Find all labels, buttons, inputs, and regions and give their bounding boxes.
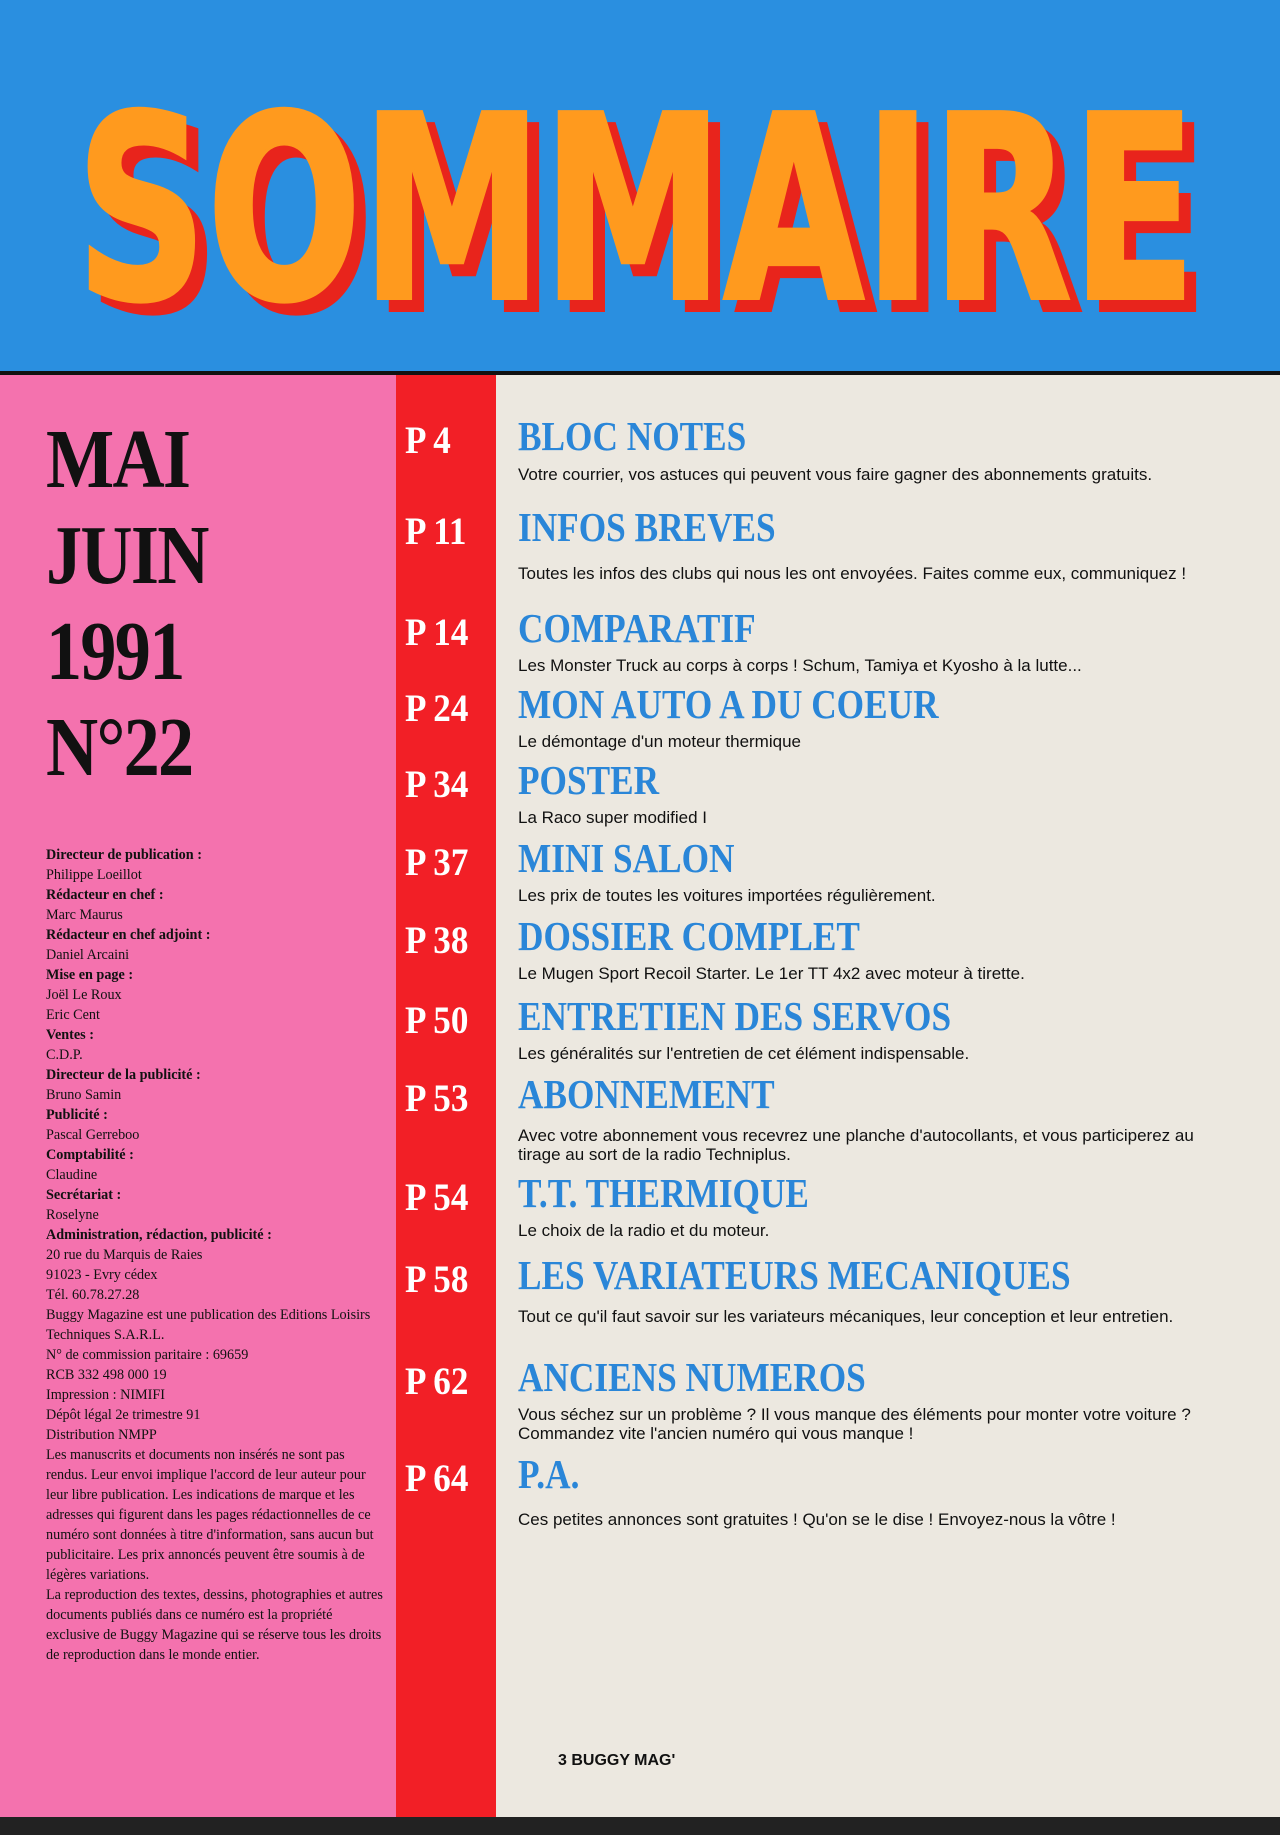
toc-description: Le démontage d'un moteur thermique (518, 732, 801, 751)
credit-value: Daniel Arcaini (46, 947, 130, 963)
credit-value: 91023 - Evry cédex (46, 1267, 158, 1283)
toc-description: Tout ce qu'il faut savoir sur les variateurs mécaniques, leur conception et leur entretien. (518, 1307, 1174, 1326)
toc-description: Les Monster Truck au corps à corps ! Schum, Tamiya et Kyosho à la lutte... (518, 656, 1082, 675)
credit-value: Dépôt légal 2e trimestre 91 (46, 1407, 201, 1423)
toc-title: ANCIENS NUMEROS (518, 1354, 866, 1400)
credit-label: Rédacteur en chef : (46, 887, 164, 903)
toc-page-number: P 37 (405, 841, 469, 884)
toc-description: Les généralités sur l'entretien de cet élément indispensable. (518, 1044, 970, 1063)
credit-value: Philippe Loeillot (46, 867, 142, 883)
toc-page-number: P 54 (405, 1176, 469, 1219)
toc-page-number: P 53 (405, 1077, 469, 1120)
toc-description: Vous séchez sur un problème ? Il vous manque des éléments pour monter votre voiture ? Commandez vite l'ancien numéro qui vous manque ! (518, 1405, 1191, 1443)
toc-page-number: P 58 (405, 1258, 469, 1301)
toc-page-number: P 4 (405, 419, 451, 462)
credit-value: Marc Maurus (46, 907, 123, 923)
credit-value: Tél. 60.78.27.28 (46, 1287, 140, 1303)
credit-label: Rédacteur en chef adjoint : (46, 927, 211, 943)
toc-title: ABONNEMENT (518, 1071, 775, 1117)
issue-month-2: JUIN (46, 509, 208, 602)
toc-page-number: P 24 (405, 687, 469, 730)
credit-value: La reproduction des textes, dessins, photographies et autres documents publiés dans ce numéro est la propriété exclusive de Buggy Magazine qui se réserve tous les droits de reproduction dans le monde entier. (46, 1587, 383, 1663)
toc-description: Toutes les infos des clubs qui nous les ont envoyées. Faites comme eux, communiquez ! (518, 564, 1187, 583)
page-folio: 3 BUGGY MAG' (558, 1752, 676, 1769)
toc-title: MINI SALON (518, 835, 735, 881)
credit-value: Claudine (46, 1167, 98, 1183)
toc-title: POSTER (518, 757, 660, 803)
toc-page-number: P 38 (405, 919, 469, 962)
header-banner (0, 0, 1280, 375)
toc-title: INFOS BREVES (518, 504, 776, 550)
credit-value: Eric Cent (46, 1007, 100, 1023)
bottom-border (0, 1817, 1280, 1835)
toc-title: BLOC NOTES (518, 413, 747, 459)
credit-label: Comptabilité : (46, 1147, 134, 1163)
toc-title: T.T. THERMIQUE (518, 1170, 809, 1216)
toc-page-number: P 11 (405, 510, 467, 553)
credit-label: Directeur de la publicité : (46, 1067, 201, 1083)
credit-value: Impression : NIMIFI (46, 1387, 166, 1403)
issue-date-block (46, 412, 366, 796)
toc-description: La Raco super modified I (518, 808, 707, 827)
toc-title: DOSSIER COMPLET (518, 913, 860, 959)
credit-value: Distribution NMPP (46, 1427, 157, 1443)
issue-month-1: MAI (46, 413, 190, 506)
sommaire-title (0, 0, 1280, 375)
toc-title: MON AUTO A DU COEUR (518, 681, 939, 727)
credit-value: Les manuscrits et documents non insérés ne sont pas rendus. Leur envoi implique l'accord de leur auteur pour leur libre publication. Les indications de marque et les adresses qui figurent dans les pages rédactionnelles de ce numéro sont données à titre d'information, sans aucun but publicitaire. Les prix annoncés peuvent être soumis à de légères variations. (46, 1447, 374, 1583)
toc-description: Votre courrier, vos astuces qui peuvent vous faire gagner des abonnements gratuits. (518, 465, 1153, 484)
toc-page-number: P 62 (405, 1360, 469, 1403)
credit-value: N° de commission paritaire : 69659 (46, 1347, 249, 1363)
toc-title: COMPARATIF (518, 605, 756, 651)
credit-value: Roselyne (46, 1207, 99, 1223)
credit-label: Ventes : (46, 1027, 94, 1043)
toc-page-number: P 34 (405, 763, 469, 806)
credit-label: Secrétariat : (46, 1187, 122, 1203)
credit-value: C.D.P. (46, 1047, 83, 1063)
toc-description: Les prix de toutes les voitures importées régulièrement. (518, 886, 936, 905)
toc-description: Ces petites annonces sont gratuites ! Qu'on se le dise ! Envoyez-nous la vôtre ! (518, 1510, 1116, 1529)
toc-description: Le Mugen Sport Recoil Starter. Le 1er TT 4x2 avec moteur à tirette. (518, 964, 1025, 983)
masthead-credits (46, 845, 386, 1665)
toc-description: Le choix de la radio et du moteur. (518, 1221, 770, 1240)
credit-value: Joël Le Roux (46, 987, 122, 1003)
credit-label: Publicité : (46, 1107, 108, 1123)
toc-description: Avec votre abonnement vous recevrez une planche d'autocollants, et vous participerez au tirage au sort de la radio Techniplus. (518, 1126, 1194, 1164)
toc-title: ENTRETIEN DES SERVOS (518, 993, 952, 1039)
toc-page-number: P 14 (405, 611, 469, 654)
title-shadow: SOMMAIRE (88, 74, 1208, 371)
issue-year: 1991 (46, 605, 184, 698)
credit-value: 20 rue du Marquis de Raies (46, 1247, 203, 1263)
credit-label: Directeur de publication : (46, 847, 202, 863)
issue-number: N°22 (46, 701, 193, 794)
credit-value: RCB 332 498 000 19 (46, 1367, 167, 1383)
title-text: SOMMAIRE (76, 62, 1196, 359)
credit-value: Pascal Gerreboo (46, 1127, 140, 1143)
credit-value: Buggy Magazine est une publication des Editions Loisirs Techniques S.A.R.L. (46, 1307, 371, 1343)
credit-label: Administration, rédaction, publicité : (46, 1227, 272, 1243)
toc-page-number: P 64 (405, 1457, 469, 1500)
toc-title: P.A. (518, 1451, 580, 1497)
toc-title: LES VARIATEURS MECANIQUES (518, 1252, 1071, 1298)
credit-value: Bruno Samin (46, 1087, 122, 1103)
credit-label: Mise en page : (46, 967, 134, 983)
toc-page-number: P 50 (405, 999, 469, 1042)
